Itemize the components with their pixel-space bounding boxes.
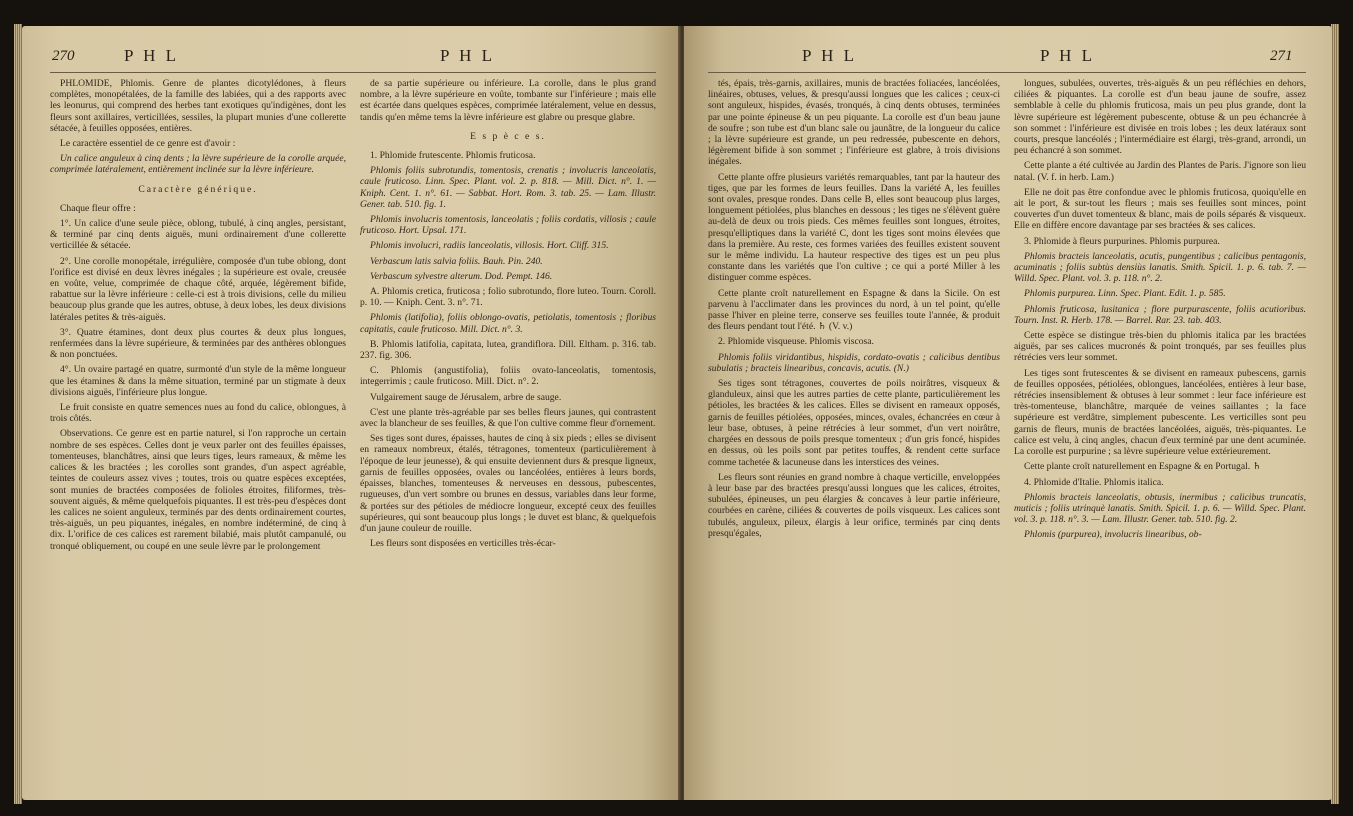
paragraph: Phlomis foliis subrotundis, tomentosis, crenatis ; involucris lanceolatis, caule fruticoso. Linn. Spec. Plant. vol. 2. p. 818. — Mill. Dict. n°. 1. — Kniph. Cent. 1. n°. 61. — Sabbat. Hort. Rom. 3. tab. 25. — Lam. Illustr. Gener. tab. 510. fig. 1.: [360, 165, 656, 210]
paragraph: Phlomis involucri, radiis lanceolatis, villosis. Hort. Cliff. 315.: [370, 240, 609, 252]
paragraph: 1. Phlomide frutescente. Phlomis fruticosa.: [370, 150, 536, 162]
paragraph: Phlomis foliis viridantibus, hispidis, cordato-ovatis ; calicibus dentibus subulatis ; bracteis linearibus, concavis, acutis. (N.): [708, 351, 1000, 374]
paragraph: Le fruit consiste en quatre semences nues au fond du calice, oblongues, à trois côtés.: [50, 402, 346, 425]
paragraph: 2°. Une corolle monopétale, irrégulière, composée d'un tube oblong, dont l'orifice est divisé en deux lèvres inégales ; la supérieure est ovale, creusée en voûte, velue, comprimée de chaque côté, arquée, légèrement bifide, rabattue sur la lèvre inférieure : celle-ci est à trois divisions, celle du milieu beaucoup plus grande que les autres, obtuse, à deux lobes, les deux divisions latérales petites & très-aiguës.: [50, 255, 346, 323]
running-head-left-b: P H L: [440, 46, 495, 65]
paragraph: Cette plante croît naturellement en Espagne & en Portugal. ♄: [1024, 461, 1262, 473]
paragraph: E s p è c e s.: [470, 130, 546, 142]
paragraph: Observations. Ce genre est en partie naturel, si l'on rapproche un certain nombre de ses espèces. Celles dont je veux parler ont des feuilles épaisses, tomenteuses, blanchâtres, ainsi que leurs tiges, leurs rameaux, & même les calices & les bractées ; les corolles sont grandes, d'un aspect agréable, teintes de couleurs assez vives ; toutes, trois ou quatre espèces exceptées, sont munies de bractées composées de folioles étroites, filiformes, très-souvent aiguës, & même quelquefois piquantes. Il est très-peu d'espèces dont les calices ne soient anguleux, terminés par des dents ordinairement courtes, très-aiguës, un peu piquantes, inégales, en nombre indéterminé, de cinq à dix. L'orifice de ces calices est rarement bilabié, mais plutôt campanulé, ou tronqué obliquement, ou coupé en une seule lèvre par le prolongement: [50, 428, 346, 552]
paragraph: Cette plante croît naturellement en Espagne & dans la Sicile. On est parvenu à l'acclimater dans les provinces du nord, à un tel point, qu'elle passe l'hiver en pleine terre, conserve ses feuilles toute l'année, & produit des fleurs pendant tout l'été. ♄ (V. v.): [708, 287, 1000, 333]
paragraph: Vulgairement sauge de Jérusalem, arbre de sauge.: [370, 391, 562, 403]
paragraph: Phlomis (latifolia), foliis oblongo-ovatis, petiolatis, tomentosis ; floribus capitatis, caule fruticoso. Mill. Dict. n°. 3.: [360, 312, 656, 335]
right-page-column-1: [708, 78, 1000, 543]
paragraph: Phlomis fruticosa, lusitanica ; flore purpurascente, foliis acutioribus. Tourn. Inst. R. Herb. 178. — Barrel. Rar. 23. tab. 403.: [1014, 303, 1306, 326]
paragraph: A. Phlomis cretica, fruticosa ; folio subrotundo, flore luteo. Tourn. Coroll. p. 10. — Kniph. Cent. 3. n°. 71.: [360, 286, 656, 309]
running-head-left-a: P H L: [124, 46, 179, 65]
paragraph: Phlomis purpurea. Linn. Spec. Plant. Edit. 1. p. 585.: [1024, 288, 1226, 300]
left-page: [22, 26, 680, 800]
paragraph: 4. Phlomide d'Italie. Phlomis italica.: [1024, 476, 1164, 488]
paragraph: Phlomis bracteis lanceolatis, acutis, pungentibus ; calicibus pentagonis, acuminatis ; foliis subtùs densiùs lanatis. Smith. Spicil. 1. p. 6. tab. 7. — Willd. Spec. Plant. vol. 3. p. 118. n°. 2.: [1014, 250, 1306, 285]
paragraph: Le caractère essentiel de ce genre est d'avoir :: [60, 138, 236, 150]
page-number-left: 270: [52, 48, 75, 64]
left-page-edges: [14, 24, 22, 804]
paragraph: Ses tiges sont dures, épaisses, hautes de cinq à six pieds ; elles se divisent en rameaux nombreux, étalés, tétragones, tomenteux (particulièrement à l'époque de leur jeunesse), & qui ensuite deviennent durs & presque ligneux, garnis de feuilles opposées, ovales ou lancéolées, entières à leurs bords, épaisses, blanches, tomenteuses & nerveuses en dessous, pubescentes, rugueuses, d'un vert sombre ou brunes en dessus, variables dans leur forme, & portées sur des pétioles de médiocre longueur, excepté ceux des feuilles supérieures, qui sont beaucoup plus longs ; le duvet est blanc, & quelquefois d'un jaune couleur de rouille.: [360, 433, 656, 534]
paragraph: 4°. Un ovaire partagé en quatre, surmonté d'un style de la même longueur que les étamines & dans la même situation, terminé par un stigmate à deux divisions aiguës, l'inférieure plus longue.: [50, 364, 346, 398]
paragraph: Phlomis involucris tomentosis, lanceolatis ; foliis cordatis, villosis ; caule fruticoso. Hort. Upsal. 171.: [360, 214, 656, 237]
paragraph: Les fleurs sont disposées en verticilles très-écar-: [370, 538, 556, 550]
paragraph: 1°. Un calice d'une seule pièce, oblong, tubulé, à cinq angles, persistant, & terminé par cinq dents aiguës, muni ordinairement d'une collerette verticillée & sétacée.: [50, 218, 346, 252]
running-head-right-b: P H L: [1040, 46, 1095, 65]
running-head-right-a: P H L: [802, 46, 857, 65]
paragraph: Verbascum sylvestre alterum. Dod. Pempt. 146.: [370, 270, 553, 282]
paragraph: Les tiges sont frutescentes & se divisent en rameaux pubescens, garnis de feuilles opposées, pétiolées, oblongues, lancéolées, entières à leur base, rétrécies insensiblement & obtuses à leur sommet : leur face inférieure est très-tomenteuse, blanchâtre, marquée de veines saillantes ; la face supérieure est verdâtre, simplement pubescente. Les verticilles sont peu garnis de fleurs, munis de bractées lancéolées, aiguës, très-piquantes. Le calice est velu, à cinq angles, chacun d'eux terminé par une dent acuminée. La corolle est purpurine ; sa lèvre supérieure velue extérieurement.: [1014, 367, 1306, 458]
paragraph: 2. Phlomide visqueuse. Phlomis viscosa.: [718, 336, 874, 348]
paragraph: Elle ne doit pas être confondue avec le phlomis fruticosa, quoiqu'elle en ait le port, & sur-tout les fleurs ; mais ses feuilles sont minces, point couvertes d'un duvet tomenteux & blanc, mais de poils séparés & visqueux. Elle en diffère encore davantage par ses bractées & ses calices.: [1014, 186, 1306, 232]
paragraph: C'est une plante très-agréable par ses belles fleurs jaunes, qui contrastent avec la blancheur de ses feuilles, & que l'on cultive comme fleur d'ornement.: [360, 406, 656, 430]
paragraph: Les fleurs sont réunies en grand nombre à chaque verticille, enveloppées à leur base par des bractées presqu'aussi longues que les calices, étroites, subulées, épineuses, un peu élargies & concaves à leur partie inférieure, courbées en carène, ciliées & couvertes de poils visqueux. Les calices sont tubulés, anguleux, pileux, élargis à leur orifice, terminés par cinq dents presqu'égales,: [708, 471, 1000, 539]
right-page-column-2: [1014, 78, 1306, 545]
header-rule-left: [50, 72, 656, 73]
paragraph: 3°. Quatre étamines, dont deux plus courtes & deux plus longues, renfermées dans la lèvre supérieure, & terminées par des anthères oblongues & non ponctuées.: [50, 326, 346, 361]
right-page-edges: [1331, 24, 1339, 804]
paragraph: Un calice anguleux à cinq dents ; la lèvre supérieure de la corolle arquée, comprimée latéralement, entièrement inclinée sur la lèvre inférieure.: [50, 153, 346, 176]
paragraph: PHLOMIDE, Phlomis. Genre de plantes dicotylédones, à fleurs complètes, monopétalées, de la famille des labiées, qui a des rapports avec les leonurus, qui comprend des herbes tant exotiques qu'indigènes, dont les fleurs sont axillaires, verticillées, sessiles, la plupart munies d'une collerette sétacée, à feuilles opposées, entières.: [50, 78, 346, 134]
paragraph: Chaque fleur offre :: [60, 202, 136, 214]
paragraph: Caractère générique.: [138, 183, 258, 195]
paragraph: Verbascum latis salvia foliis. Bauh. Pin. 240.: [370, 255, 543, 267]
page-number-right: 271: [1270, 48, 1293, 64]
paragraph: Cette plante offre plusieurs variétés remarquables, tant par la hauteur des tiges, que par les formes de leurs feuilles. Dans la variété A, les feuilles sont ovales, presque rondes. Dans celle B, elles sont beaucoup plus larges, longuement pétiolées, plus blanches en dessous ; les tiges ne s'élèvent guère au-delà de deux ou trois pieds. Ces mêmes feuilles sont longues, étroites, presqu'elliptiques dans la variété C, dont les tiges sont moins élevées que dans la première. Au reste, ces formes variées des feuilles existent souvent sur le même individu. La hauteur respective des tiges est un peu plus constante dans les variétés que l'on cultive ; ce qui a porté Miller à les distinguer comme espèces.: [708, 171, 1000, 284]
paragraph: de sa partie supérieure ou inférieure. La corolle, dans le plus grand nombre, a la lèvre supérieure en voûte, tombante sur l'inférieure ; mais elle est écartée dans quelques espèces, comprimée latéralement, velue en dessus, tandis qu'en même tems la lèvre inférieure est glabre ou presque glabre.: [360, 78, 656, 123]
header-rule-right: [708, 72, 1306, 73]
paragraph: longues, subulées, ouvertes, très-aiguës & un peu réfléchies en dehors, ciliées & piquantes. La corolle est d'un beau jaune de soufre, assez semblable à celle du phlomis fruticosa, mais un peu plus grande, dont la lèvre supérieure est légèrement pubescente, obtuse & un peu échancrée à son sommet : l'inférieure est divisée en trois lobes ; les deux latéraux sont courts, presque lancéolés ; l'intermédiaire est élargi, très-grand, arrondi, un peu échancré à son sommet.: [1014, 78, 1306, 157]
paragraph: Phlomis bracteis lanceolatis, obtusis, inermibus ; calicibus truncatis, muticis ; foliis utrinquè lanatis. Smith. Spicil. 1. p. 6. — Willd. Spec. Plant. vol. 3. p. 118. n°. 3. — Lam. Illustr. Gener. tab. 510. fig. 2.: [1014, 491, 1306, 526]
paragraph: Phlomis (purpurea), involucris linearibus, ob-: [1024, 529, 1202, 541]
paragraph: C. Phlomis (angustifolia), foliis ovato-lanceolatis, tomentosis, integerrimis ; caule fruticoso. Mill. Dict. n°. 2.: [360, 365, 656, 388]
paragraph: B. Phlomis latifolia, capitata, lutea, grandiflora. Dill. Eltham. p. 316. tab. 237. fig. 306.: [360, 338, 656, 362]
paragraph: Ses tiges sont tétragones, couvertes de poils noirâtres, visqueux & glanduleux, ainsi que les autres parties de cette plante, particulièrement les pétioles, les bractées & les calices. Elles se divisent en rameaux opposés, garnis de feuilles pétiolées, opposées, minces, ovales, échancrées en cœur à leur base, obtuses, à peine rétrécies à leur sommet, d'un vert noirâtre, chargées en dessous de poils presque tomenteux ; d'un gris foncé, hispides en dessus, où les poils sont par petites touffes, & rendent cette surface comme tachetée & lacuneuse dans les interstices des veines.: [708, 378, 1000, 468]
paragraph: 3. Phlomide à fleurs purpurines. Phlomis purpurea.: [1024, 235, 1220, 247]
paragraph: Cette plante a été cultivée au Jardin des Plantes de Paris. J'ignore son lieu natal. (V. f. in herb. Lam.): [1014, 160, 1306, 183]
paragraph: Cette espèce se distingue très-bien du phlomis italica par les bractées aiguës, par ses calices mucronés & point tronqués, par ses feuilles plus rétrécies vers leur sommet.: [1014, 330, 1306, 364]
left-page-column-2: [360, 78, 656, 553]
right-page: [684, 26, 1332, 800]
left-page-column-1: [50, 78, 346, 556]
paragraph: tés, épais, très-garnis, axillaires, munis de bractées foliacées, lancéolées, linéaires, obtuses, velues, & presqu'aussi longues que les calices ; ceux-ci sont anguleux, hispides, évasés, tronqués, à cinq dents obtuses, terminées par une pointe épineuse & un peu piquante. La corolle est d'un beau jaune de soufre ; son tube est d'un blanc sale ou jaunâtre, de la longueur du calice ; la lèvre supérieure est grande, un peu redressée, pubescente en dehors, légèrement bifide à son sommet ; l'inférieure est glabre, à trois divisions inégales.: [708, 78, 1000, 168]
